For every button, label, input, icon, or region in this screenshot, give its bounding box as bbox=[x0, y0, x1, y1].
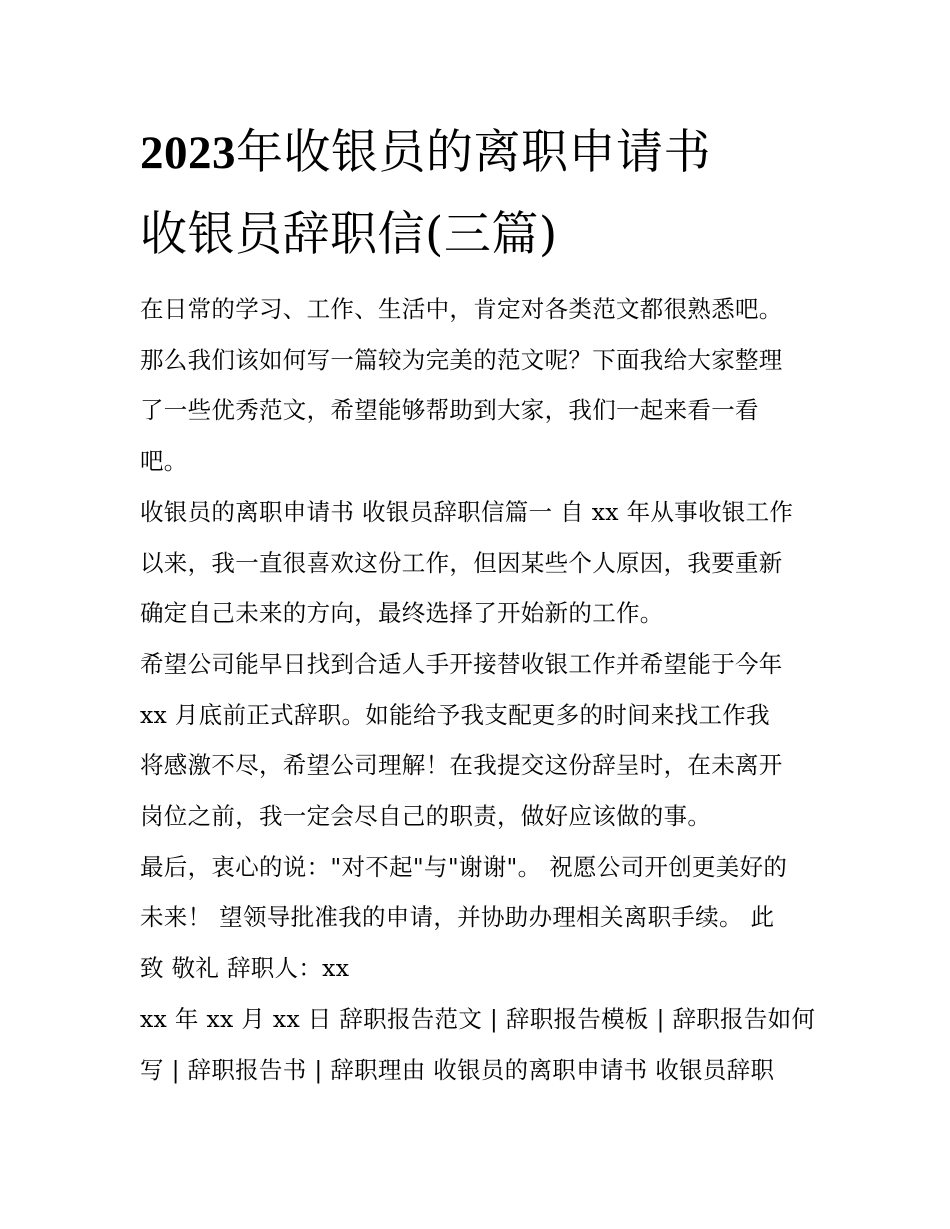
text-line: xx 月底前正式辞职。如能给予我支配更多的时间来找工作我 bbox=[140, 700, 770, 729]
text-line: 以来，我一直很喜欢这份工作，但因某些个人原因，我要重新 bbox=[140, 548, 783, 577]
paragraph-letter-closing bbox=[140, 842, 820, 994]
paragraph-letter-opening bbox=[140, 487, 820, 639]
paragraph-intro bbox=[140, 284, 820, 487]
text-line: 希望公司能早日找到合适人手开接替收银工作并希望能于今年 bbox=[140, 649, 783, 678]
text-line: 写 | 辞职报告书 | 辞职理由 收银员的离职申请书 收银员辞职 bbox=[140, 1055, 775, 1084]
text-line: 收银员的离职申请书 收银员辞职信篇一 自 xx 年从事收银工作 bbox=[140, 497, 794, 526]
text-line: 致 敬礼 辞职人：xx bbox=[140, 954, 350, 983]
paragraph-date-and-tags bbox=[140, 994, 820, 1095]
paragraph-letter-request bbox=[140, 639, 820, 842]
text-line: 未来！ 望领导批准我的申请，并协助办理相关离职手续。 此 bbox=[140, 903, 775, 932]
document-title bbox=[140, 112, 820, 276]
text-line: 将感激不尽，希望公司理解！在我提交这份辞呈时，在未离开 bbox=[140, 751, 783, 780]
text-line: 在日常的学习、工作、生活中，肯定对各类范文都很熟悉吧。 bbox=[140, 295, 783, 323]
title-year: 2023 bbox=[140, 127, 236, 179]
text-line: xx 年 xx 月 xx 日 辞职报告范文 | 辞职报告模板 | 辞职报告如何 bbox=[140, 1004, 816, 1033]
text-line: 了一些优秀范文，希望能够帮助到大家，我们一起来看一看 bbox=[140, 396, 759, 425]
title-line-1 bbox=[140, 112, 820, 194]
document-page bbox=[140, 112, 820, 1095]
title-line-1-text: 年收银员的离职申请书 bbox=[236, 125, 711, 180]
text-line: 确定自己未来的方向，最终选择了开始新的工作。 bbox=[140, 599, 664, 628]
document-body bbox=[140, 284, 820, 1095]
title-line-2: 收银员辞职信(三篇) bbox=[140, 207, 558, 262]
text-line: 岗位之前，我一定会尽自己的职责，做好应该做的事。 bbox=[140, 802, 712, 831]
text-line: 吧。 bbox=[140, 447, 188, 476]
text-line: 最后，衷心的说："对不起"与"谢谢"。 祝愿公司开创更美好的 bbox=[140, 852, 788, 881]
text-line: 那么我们该如何写一篇较为完美的范文呢？下面我给大家整理 bbox=[140, 345, 783, 374]
